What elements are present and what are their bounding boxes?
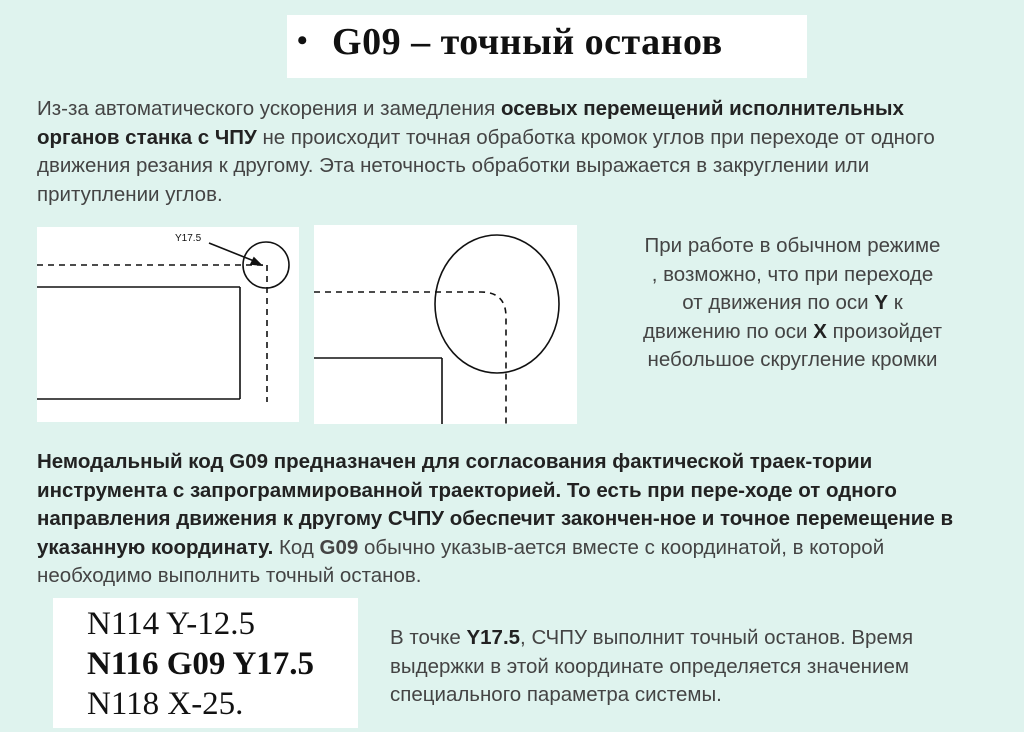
fig1-leader-arrow xyxy=(251,258,261,265)
figure-sharp-corner-drawing xyxy=(37,227,299,422)
intro-text-1: Из-за автоматического ускорения и замедления xyxy=(37,97,501,120)
main-text-3: Код xyxy=(273,535,320,559)
figure-sharp-corner xyxy=(37,227,299,422)
side-note-text-1: При работе в обычном режиме , возможно, что при переходе от движения по оси xyxy=(644,234,941,314)
side-note-text-3: произойдет небольшое скругление кромки xyxy=(647,319,943,371)
bottom-note-text-2: , СЧПУ выполнит точный останов. Время выдержки в этой координате определяется значением специального параметра системы. xyxy=(390,626,914,706)
figure-rounded-corner xyxy=(314,225,577,424)
side-note xyxy=(640,232,945,375)
main-text-1: Немодальный код xyxy=(37,450,230,473)
page-title xyxy=(297,20,723,64)
figure-rounded-corner-drawing xyxy=(314,225,577,424)
side-note-axis-y: Y xyxy=(874,291,889,314)
side-note-text-2: к движению по оси xyxy=(642,291,903,343)
title-bullet: • xyxy=(297,24,309,57)
code-line-3: N118 X-25. xyxy=(87,686,244,722)
intro-bold: осевых перемещений исполнительных органов станка с ЧПУ xyxy=(37,97,904,149)
main-text-2: предназначен для согласования фактической траек-тории инструмента с запрограммированной траекторией. То есть при пере-ходе от одного направления движения к другому СЧПУ обеспечит закончен-ное и точное перемещение в указанную координату. xyxy=(37,450,954,559)
bottom-note-coord: Y17.5 xyxy=(466,626,521,649)
main-text-4: обычно указыв-ается вместе с координатой, в которой необходимо выполнить точный останов. xyxy=(37,535,885,587)
fig1-leader-line xyxy=(209,243,259,263)
intro-text-2: не происходит точная обработка кромок углов при переходе от одного движения резания к другому. Эта неточность обработки выражается в закруглении или притуплении углов. xyxy=(37,125,935,206)
main-paragraph xyxy=(37,448,987,591)
code-line-2: N116 G09 Y17.5 xyxy=(87,646,315,682)
fig2-detail-circle xyxy=(435,235,559,373)
bottom-note-text-1: В точке xyxy=(390,626,467,649)
title-text: G09 – точный останов xyxy=(332,21,723,63)
main-code-1: G09 xyxy=(229,450,269,473)
fig1-label: Y17.5 xyxy=(175,233,202,244)
code-line-1: N114 Y-12.5 xyxy=(87,606,256,642)
main-code-2: G09 xyxy=(319,535,359,559)
side-note-axis-x: X xyxy=(813,319,827,343)
bottom-note xyxy=(390,624,990,710)
intro-paragraph xyxy=(37,95,977,209)
